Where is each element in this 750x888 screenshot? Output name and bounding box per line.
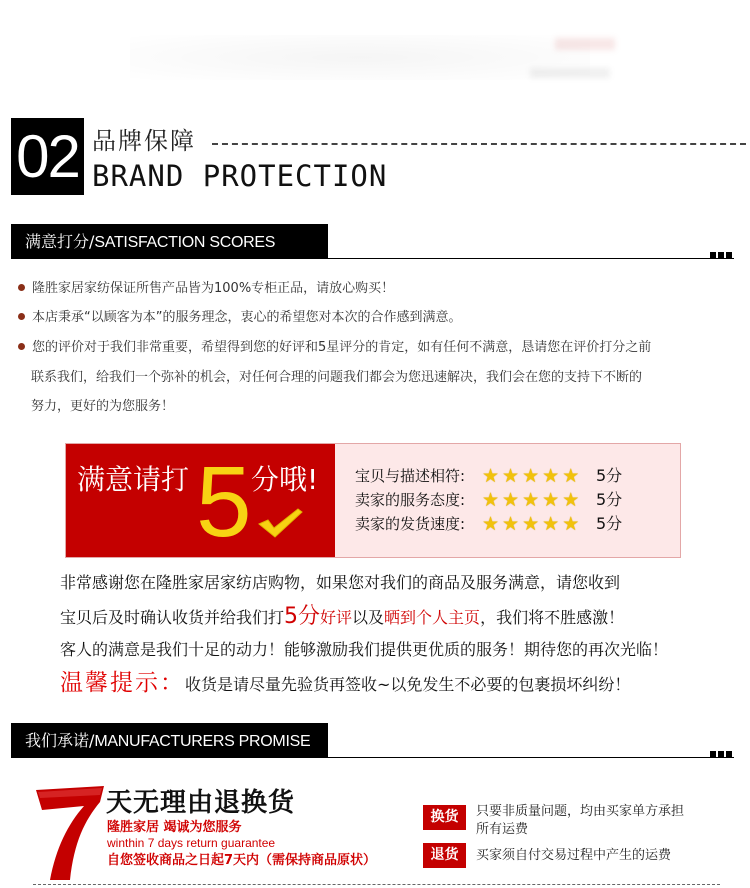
good-review-highlight: 好评 xyxy=(320,608,353,627)
promise-title: 天无理由退换货 xyxy=(106,788,296,818)
section-number: 02 xyxy=(11,118,84,195)
thanks-line xyxy=(60,600,624,635)
star-icon: ★ xyxy=(482,465,500,487)
five-points-highlight: 5分 xyxy=(284,604,321,629)
star-icon: ★ xyxy=(542,513,560,535)
star-rating xyxy=(482,464,582,488)
top-banner-fragment xyxy=(530,68,610,78)
rating-callout-suffix: 分哦! xyxy=(251,463,319,496)
bullet-item xyxy=(18,303,461,332)
star-icon: ★ xyxy=(562,465,580,487)
share-homepage-highlight: 晒到个人主页 xyxy=(384,608,481,627)
bullet-item xyxy=(18,333,651,362)
rating-score: 5分 xyxy=(596,466,623,485)
checkmark-icon xyxy=(256,506,304,540)
bullet-dot-icon xyxy=(18,313,25,320)
bullet-continuation: 努力，更好的为您服务！ xyxy=(31,399,175,414)
promise-note: 自您签收商品之日起7天内（需保持商品原状） xyxy=(107,853,377,868)
rating-row-label: 卖家的服务态度: xyxy=(355,491,466,509)
section-title-en: BRAND PROTECTION xyxy=(92,159,388,193)
star-icon: ★ xyxy=(562,489,580,511)
satisfaction-bar-underline xyxy=(11,258,734,259)
star-icon: ★ xyxy=(522,465,540,487)
star-icon: ★ xyxy=(502,513,520,535)
satisfaction-bar-cn: 满意打分/ xyxy=(25,232,95,251)
exchange-desc: 只要非质量问题，均由买家单方承担 xyxy=(476,804,685,819)
rating-big-five: 5 xyxy=(196,446,252,558)
star-icon: ★ xyxy=(502,465,520,487)
warm-tip-text: 收货是请尽量先验货再签收~以免发生不必要的包裹损坏纠纷！ xyxy=(185,675,631,694)
bullet-text: 本店秉承“以顾客为本”的服务理念，衷心的希望您对本次的合作感到满意。 xyxy=(32,310,462,325)
bullet-continuation: 联系我们，给我们一个弥补的机会，对任何合理的问题我们都会为您迅速解决，我们会在您的支持下不断的 xyxy=(31,370,643,385)
satisfaction-section-bar xyxy=(11,224,328,259)
return-desc: 买家须自付交易过程中产生的运费 xyxy=(476,848,672,863)
star-icon: ★ xyxy=(482,513,500,535)
thanks-text: 以及 xyxy=(352,608,385,627)
rating-callout-text: 满意请打 xyxy=(77,463,190,496)
star-icon: ★ xyxy=(542,489,560,511)
bar-end-squares xyxy=(710,751,734,757)
star-icon: ★ xyxy=(502,489,520,511)
bullet-item xyxy=(18,274,394,303)
return-badge: 退货 xyxy=(423,843,466,868)
star-icon: ★ xyxy=(522,489,540,511)
promise-subtitle: 隆胜家居 竭诚为您服务 xyxy=(107,820,242,835)
star-rating xyxy=(482,488,582,512)
thanks-line: 客人的满意是我们十足的动力！能够激励我们提供更优质的服务！期待您的再次光临！ xyxy=(60,640,669,659)
warm-tip xyxy=(60,666,630,702)
rating-row-label: 宝贝与描述相符: xyxy=(355,467,466,485)
bullet-text: 您的评价对于我们非常重要，希望得到您的好评和5星评分的肯定，如有任何不满意，恳请您在评价打分之前 xyxy=(32,340,652,355)
promise-bar-underline xyxy=(11,757,734,758)
thanks-text: ，我们将不胜感激！ xyxy=(480,608,625,627)
thanks-line: 非常感谢您在隆胜家居家纺店购物，如果您对我们的商品及服务满意，请您收到 xyxy=(60,573,621,592)
promise-english: winthin 7 days return guarantee xyxy=(107,836,276,850)
star-icon: ★ xyxy=(482,489,500,511)
top-banner-fragment xyxy=(555,38,615,50)
promise-section-bar xyxy=(11,723,328,758)
warm-tip-label: 温馨提示： xyxy=(60,670,185,696)
section-title-cn: 品牌保障 xyxy=(92,127,196,155)
star-icon: ★ xyxy=(562,513,580,535)
bullet-dot-icon xyxy=(18,284,25,291)
bullet-dot-icon xyxy=(18,343,25,350)
bar-end-squares xyxy=(710,252,734,258)
star-icon: ★ xyxy=(542,465,560,487)
star-rating xyxy=(482,512,582,536)
promise-bar-cn: 我们承诺/ xyxy=(25,731,95,750)
satisfaction-bar-en: SATISFACTION SCORES xyxy=(94,234,276,251)
rating-score: 5分 xyxy=(596,514,623,533)
exchange-desc: 所有运费 xyxy=(476,822,529,837)
exchange-badge: 换货 xyxy=(423,805,466,830)
section-title-divider xyxy=(212,143,746,145)
bottom-dashed-divider xyxy=(33,884,720,885)
thanks-text: 宝贝后及时确认收货并给我们打 xyxy=(60,608,285,627)
top-banner-fragment xyxy=(130,35,590,80)
seven-days-graphic xyxy=(30,780,108,885)
promise-bar-en: MANUFACTURERS PROMISE xyxy=(94,733,311,750)
rating-score: 5分 xyxy=(596,490,623,509)
rating-row-label: 卖家的发货速度: xyxy=(355,515,466,533)
star-icon: ★ xyxy=(522,513,540,535)
bullet-text: 隆胜家居家纺保证所售产品皆为100%专柜正品，请放心购买！ xyxy=(32,281,395,296)
